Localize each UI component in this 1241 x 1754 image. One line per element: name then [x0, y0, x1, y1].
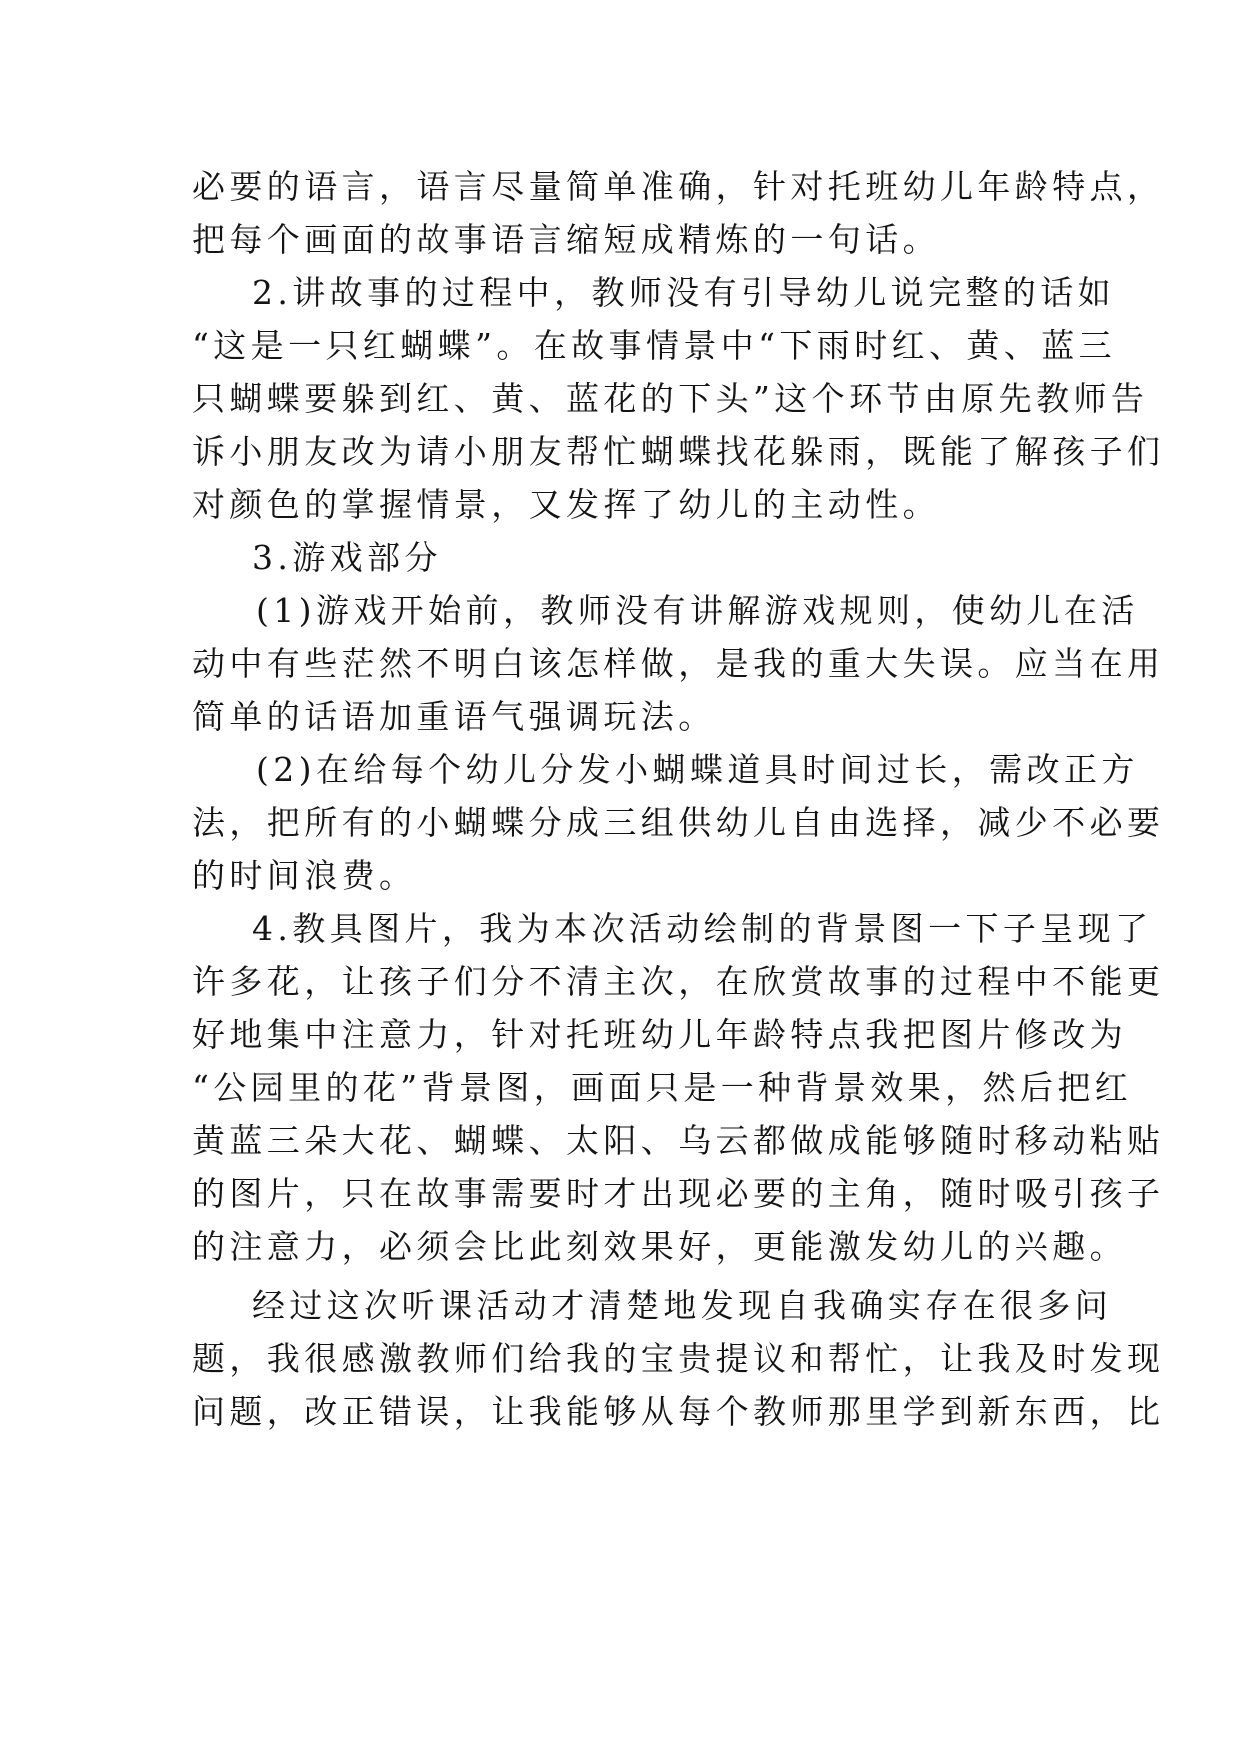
text-line: 简单的话语加重语气强调玩法。: [192, 697, 716, 736]
text-line: 题，我很感激教师们给我的宝贵提议和帮忙，让我及时发现: [192, 1339, 1165, 1378]
text-line: 好地集中注意力，针对托班幼儿年龄特点我把图片修改为: [192, 1015, 1127, 1054]
text-line: 许多花，让孩子们分不清主次，在欣赏故事的过程中不能更: [192, 962, 1165, 1001]
text-line: 黄蓝三朵大花、蝴蝶、太阳、乌云都做成能够随时移动粘贴: [192, 1121, 1165, 1160]
text-line: 3.游戏部分: [252, 538, 442, 577]
text-line: 的图片，只在故事需要时才出现必要的主角，随时吸引孩子: [192, 1174, 1165, 1213]
text-line: 4.教具图片，我为本次活动绘制的背景图一下子呈现了: [252, 909, 1153, 948]
text-line: 的注意力，必须会比此刻效果好，更能激发幼儿的兴趣。: [192, 1227, 1127, 1266]
text-line: 的时间浪费。: [192, 856, 417, 895]
text-line: 诉小朋友改为请小朋友帮忙蝴蝶找花躲雨，既能了解孩子们: [192, 432, 1165, 471]
text-line: (2)在给每个幼儿分发小蝴蝶道具时间过长，需改正方: [256, 750, 1139, 789]
text-line: 把每个画面的故事语言缩短成精炼的一句话。: [192, 220, 940, 259]
text-line: 必要的语言，语言尽量简单准确，针对托班幼儿年龄特点，: [192, 167, 1165, 206]
text-line: 动中有些茫然不明白该怎样做，是我的重大失误。应当在用: [192, 644, 1165, 683]
text-line: (1)游戏开始前，教师没有讲解游戏规则，使幼儿在活: [256, 591, 1139, 630]
text-line: 对颜色的掌握情景，又发挥了幼儿的主动性。: [192, 485, 940, 524]
text-line: 问题，改正错误，让我能够从每个教师那里学到新东西，比: [192, 1392, 1165, 1431]
text-line: “这是一只红蝴蝶”。在故事情景中“下雨时红、黄、蓝三: [192, 326, 1117, 365]
text-line: 只蝴蝶要躲到红、黄、蓝花的下头”这个环节由原先教师告: [192, 379, 1149, 418]
text-line: “公园里的花”背景图，画面只是一种背景效果，然后把红: [192, 1068, 1133, 1107]
text-line: 经过这次听课活动才清楚地发现自我确实存在很多问: [252, 1286, 1113, 1325]
text-line: 2.讲故事的过程中，教师没有引导幼儿说完整的话如: [252, 273, 1116, 312]
text-line: 法，把所有的小蝴蝶分成三组供幼儿自由选择，减少不必要: [192, 803, 1165, 842]
